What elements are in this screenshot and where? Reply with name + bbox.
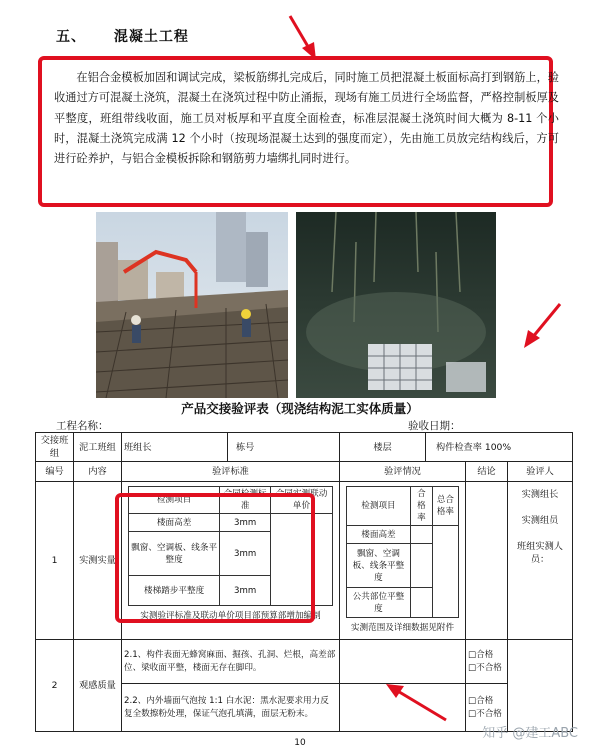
measure-conclusion	[466, 482, 508, 640]
result-note: 实测范围及详细数据见附件	[350, 623, 455, 633]
site-photo-slab-surface	[296, 212, 496, 398]
annotation-arrow-right	[520, 300, 565, 350]
std-header-standard: 合同检测标准	[220, 487, 271, 514]
watermark: 知乎 @建工ABC	[482, 726, 578, 741]
annotation-arrow-top	[280, 10, 320, 60]
res-header-rate: 合格率	[410, 487, 432, 526]
res-item-floor: 楼面高差	[347, 526, 411, 544]
section-title: 混凝土工程	[113, 29, 189, 45]
std-note: 实测验评标准及联动单价项目部预算部增加编制	[140, 611, 321, 621]
visual-check-1	[466, 640, 508, 684]
visual-no: 2	[36, 640, 74, 732]
col-inspector: 验评人	[508, 462, 573, 482]
std-item-floor: 楼面高差	[129, 514, 220, 532]
col-conclusion: 结论	[466, 462, 508, 482]
pass-checkbox[interactable]: □合格	[468, 695, 494, 706]
section-number: 五、	[56, 29, 86, 45]
std-item-stair: 楼梯踏步平整度	[129, 576, 220, 606]
header-row	[36, 462, 573, 482]
std-header-item: 检测项目	[129, 487, 220, 514]
standard-highlight-box	[115, 493, 315, 623]
res-item-window: 飘窗、空调板、线条平整度	[347, 544, 411, 588]
project-name-label: 工程名称：	[56, 420, 109, 432]
site-photo-concrete-pouring	[96, 212, 288, 398]
std-val-window: 3mm	[220, 532, 271, 576]
team-leader-label: 班组长	[122, 433, 228, 462]
visual-content: 观感质量	[74, 640, 122, 732]
res-header-item: 检测项目	[347, 487, 411, 526]
col-standard: 验评标准	[122, 462, 340, 482]
concrete-paragraph: 在铝合金模板加固和调试完成，梁板筋绑扎完成后，同时施工员把混凝土板面标高打到钢筋上，验收通过方可混凝土浇筑，混凝土在浇筑过程中防止涌振，现场有施工员进行全场监督，严格控制板厚及平整度，班组带线收面，施工员对板厚和平直度全面检查，标准层混凝土浇筑时间大概为 8-11 个小时，混凝土浇筑完成满 12 个小时（按现场混凝土达到的强度而定），先由施工员放完结构线后，方可进行砼养护，与铝合金模板拆除和钢筋剪力墙绑扎同时进行。	[54, 71, 559, 166]
building-no-label: 栋号	[228, 433, 340, 462]
fail-checkbox[interactable]: □不合格	[468, 662, 502, 673]
std-header-price: 合同实测联动单价	[271, 487, 333, 514]
visual-inspector	[508, 640, 573, 732]
floor-label: 楼层	[340, 433, 426, 462]
inspection-rate: 构件检查率 100%	[426, 433, 573, 462]
col-content: 内容	[74, 462, 122, 482]
form-title: 产品交接验评表（现浇结构泥工实体质量）	[181, 401, 419, 416]
page-number: 10	[294, 738, 306, 748]
fail-checkbox[interactable]: □不合格	[468, 708, 502, 719]
result-subtable	[346, 486, 459, 618]
measure-no: 1	[36, 482, 74, 640]
col-situation: 验评情况	[340, 462, 466, 482]
col-number: 编号	[36, 462, 74, 482]
measure-result-cell	[340, 482, 466, 640]
visual-result-1	[340, 640, 466, 684]
team-label: 泥工班组	[74, 433, 122, 462]
acceptance-date-label: 验收日期：	[408, 420, 461, 432]
std-val-stair: 3mm	[220, 576, 271, 606]
visual-item-1: 2.1、构件表面无蜂窝麻面、掘孩、孔洞、烂根，高差部位、梁收面平整，楼面无存在脚印。	[122, 640, 340, 684]
measure-inspector: 实测组长 实测组员 班组实测人员：	[508, 482, 573, 640]
handover-row	[36, 433, 573, 462]
visual-row-1	[36, 640, 573, 684]
res-item-public: 公共部位平整度	[347, 588, 411, 618]
std-val-floor: 3mm	[220, 514, 271, 532]
measure-content: 实测实量	[74, 482, 122, 640]
visual-item-2: 2.2、内外墙面气泡按 1:1 白水泥：黑水泥要求用力反复全数擦粉处理，保证气泡孔填满，面层无粉末。	[122, 684, 340, 732]
visual-result-2	[340, 684, 466, 732]
section-heading	[56, 26, 189, 46]
std-item-window: 飘窗、空调板、线条平整度	[129, 532, 220, 576]
res-header-total: 总合格率	[432, 487, 458, 526]
handover-label: 交接班组	[36, 433, 74, 462]
pass-checkbox[interactable]: □合格	[468, 649, 494, 660]
